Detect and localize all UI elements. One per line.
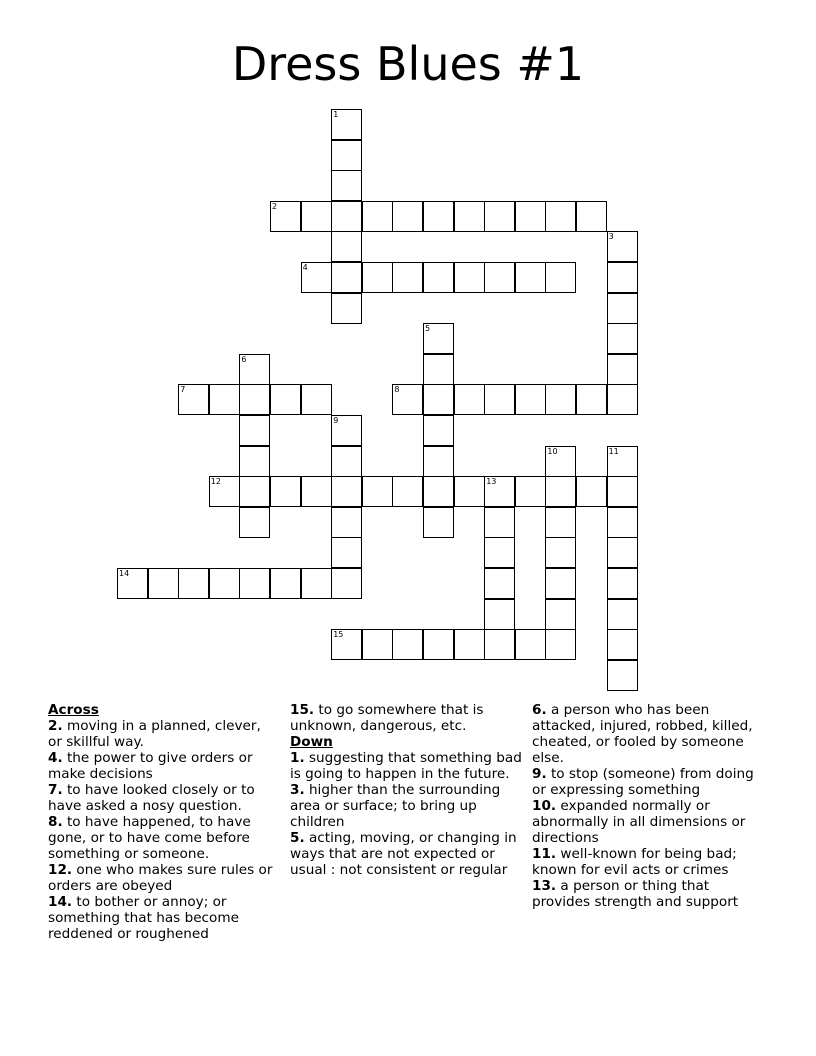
clue-down-1: 1. suggesting that something bad is going to happen in the future. (290, 750, 522, 782)
grid-cell[interactable] (423, 201, 454, 232)
grid-cell[interactable] (484, 629, 515, 660)
grid-cell[interactable] (209, 568, 240, 599)
grid-cell[interactable] (239, 476, 270, 507)
grid-cell[interactable] (423, 262, 454, 293)
grid-cell[interactable] (423, 354, 454, 385)
grid-cell[interactable] (515, 476, 546, 507)
clue-down-9: 9. to stop (someone) from doing or expressing something (532, 766, 754, 798)
grid-cell[interactable] (607, 476, 638, 507)
grid-cell[interactable] (239, 415, 270, 446)
cell-number: 7 (180, 385, 186, 395)
grid-cell[interactable] (331, 568, 362, 599)
grid-cell[interactable] (270, 384, 301, 415)
grid-cell[interactable] (607, 507, 638, 538)
grid-cell[interactable] (423, 384, 454, 415)
clue-across-12: 12. one who makes sure rules or orders are obeyed (48, 862, 273, 894)
cell-number: 8 (394, 385, 400, 395)
grid-cell[interactable] (331, 170, 362, 201)
grid-cell[interactable] (484, 476, 515, 507)
grid-cell[interactable] (545, 201, 576, 232)
clue-across-15: 15. to go somewhere that is unknown, dangerous, etc. (290, 702, 484, 734)
cell-number: 11 (608, 446, 619, 456)
cell-number: 2 (272, 201, 278, 211)
grid-cell[interactable] (331, 293, 362, 324)
clue-down-3: 3. higher than the surrounding area or surface; to bring up children (290, 782, 501, 830)
grid-cell[interactable] (607, 537, 638, 568)
cell-number: 13 (486, 477, 497, 487)
grid-cell[interactable] (484, 384, 515, 415)
grid-cell[interactable] (545, 537, 576, 568)
grid-cell[interactable] (362, 201, 393, 232)
grid-cell[interactable] (239, 568, 270, 599)
grid-cell[interactable] (178, 568, 209, 599)
grid-cell[interactable] (239, 507, 270, 538)
grid-cell[interactable] (545, 599, 576, 630)
grid-cell[interactable] (331, 415, 362, 446)
clue-down-11: 11. well-known for being bad; known for evil acts or crimes (532, 846, 737, 878)
grid-cell[interactable] (392, 384, 423, 415)
cell-number: 6 (241, 354, 247, 364)
grid-cell[interactable] (484, 599, 515, 630)
grid-cell[interactable] (423, 629, 454, 660)
grid-cell[interactable] (270, 201, 301, 232)
puzzle-title: Dress Blues #1 (231, 37, 585, 91)
grid-cell[interactable] (392, 201, 423, 232)
grid-cell[interactable] (239, 354, 270, 385)
grid-cell[interactable] (392, 262, 423, 293)
grid-cell[interactable] (301, 201, 332, 232)
grid-cell[interactable] (148, 568, 179, 599)
clue-across-14: 14. to bother or annoy; or something that has become reddened or roughened (48, 894, 239, 942)
grid-cell[interactable] (545, 446, 576, 477)
grid-cell[interactable] (117, 568, 148, 599)
grid-cell[interactable] (607, 354, 638, 385)
cell-number: 10 (547, 446, 558, 456)
cell-number: 14 (119, 569, 130, 578)
grid-cell[interactable] (545, 507, 576, 538)
grid-cell[interactable] (545, 262, 576, 293)
grid-cell[interactable] (331, 262, 362, 293)
grid-cell[interactable] (454, 201, 485, 232)
grid-cell[interactable] (301, 262, 332, 293)
grid-cell[interactable] (607, 660, 638, 691)
grid-cell[interactable] (515, 262, 546, 293)
grid-cell[interactable] (607, 262, 638, 293)
grid-cell[interactable] (607, 293, 638, 324)
grid-cell[interactable] (423, 507, 454, 538)
grid-cell[interactable] (331, 537, 362, 568)
grid-cell[interactable] (331, 476, 362, 507)
grid-cell[interactable] (362, 262, 393, 293)
grid-cell[interactable] (454, 262, 485, 293)
cell-number: 1 (333, 110, 339, 119)
grid-cell[interactable] (423, 446, 454, 477)
clue-across-2: 2. moving in a planned, clever, or skillful way. (48, 718, 261, 750)
grid-cell[interactable] (301, 384, 332, 415)
grid-cell[interactable] (270, 568, 301, 599)
grid-cell[interactable] (423, 323, 454, 354)
clues-column-3 (532, 702, 768, 910)
grid-cell[interactable] (607, 231, 638, 262)
grid-cell[interactable] (331, 140, 362, 171)
grid-cell[interactable] (362, 476, 393, 507)
grid-cell[interactable] (515, 629, 546, 660)
grid-cell[interactable] (423, 476, 454, 507)
grid-cell[interactable] (270, 476, 301, 507)
grid-cell[interactable] (484, 537, 515, 568)
grid-cell[interactable] (484, 507, 515, 538)
grid-cell[interactable] (576, 476, 607, 507)
clues-column-2 (290, 702, 522, 878)
grid-cell[interactable] (209, 476, 240, 507)
grid-cell[interactable] (576, 201, 607, 232)
grid-cell[interactable] (331, 231, 362, 262)
grid-cell[interactable] (331, 109, 362, 140)
grid-cell[interactable] (331, 201, 362, 232)
grid-cell[interactable] (484, 201, 515, 232)
down-heading: Down (290, 734, 333, 750)
grid-cell[interactable] (301, 476, 332, 507)
clue-across-8: 8. to have happened, to have gone, or to have come before something or someone. (48, 814, 251, 862)
grid-cell[interactable] (454, 476, 485, 507)
grid-cell[interactable] (423, 415, 454, 446)
grid-cell[interactable] (484, 568, 515, 599)
grid-cell[interactable] (454, 384, 485, 415)
cell-number: 9 (333, 416, 339, 425)
grid-cell[interactable] (607, 629, 638, 660)
grid-cell[interactable] (607, 568, 638, 599)
cell-number: 5 (425, 324, 431, 334)
clue-down-6: 6. a person who has been attacked, injured, robbed, killed, cheated, or fooled by someone else. (532, 702, 753, 766)
grid-cell[interactable] (607, 384, 638, 415)
grid-cell[interactable] (301, 568, 332, 599)
grid-cell[interactable] (515, 201, 546, 232)
grid-cell[interactable] (545, 629, 576, 660)
grid-cell[interactable] (331, 629, 362, 660)
grid-cell[interactable] (515, 384, 546, 415)
grid-cell[interactable] (178, 384, 209, 415)
grid-cell[interactable] (545, 384, 576, 415)
cell-number: 4 (302, 263, 308, 272)
grid-cell[interactable] (607, 323, 638, 354)
cell-number: 12 (210, 477, 221, 487)
grid-cell[interactable] (209, 384, 240, 415)
clue-across-7: 7. to have looked closely or to have asked a nosy question. (48, 782, 255, 814)
clue-across-4: 4. the power to give orders or make decisions (48, 750, 253, 782)
grid-cell[interactable] (362, 629, 393, 660)
grid-cell[interactable] (239, 384, 270, 415)
clues-column-1 (48, 702, 276, 942)
grid-cell[interactable] (607, 446, 638, 477)
clue-down-13: 13. a person or thing that provides strength and support (532, 878, 739, 910)
clue-down-10: 10. expanded normally or abnormally in all dimensions or directions (532, 798, 746, 846)
grid-cell[interactable] (239, 446, 270, 477)
grid-cell[interactable] (392, 629, 423, 660)
grid-cell[interactable] (454, 629, 485, 660)
grid-cell[interactable] (484, 262, 515, 293)
grid-cell[interactable] (331, 446, 362, 477)
grid-cell[interactable] (607, 599, 638, 630)
grid-cell[interactable] (576, 384, 607, 415)
cell-number: 15 (333, 630, 344, 640)
grid-cell[interactable] (392, 476, 423, 507)
across-heading: Across (48, 702, 99, 718)
grid-cell[interactable] (545, 568, 576, 599)
grid-cell[interactable] (331, 507, 362, 538)
clue-down-5: 5. acting, moving, or changing in ways that are not expected or usual : not consistent or regular (290, 830, 517, 878)
cell-number: 3 (608, 232, 614, 242)
grid-cell[interactable] (545, 476, 576, 507)
